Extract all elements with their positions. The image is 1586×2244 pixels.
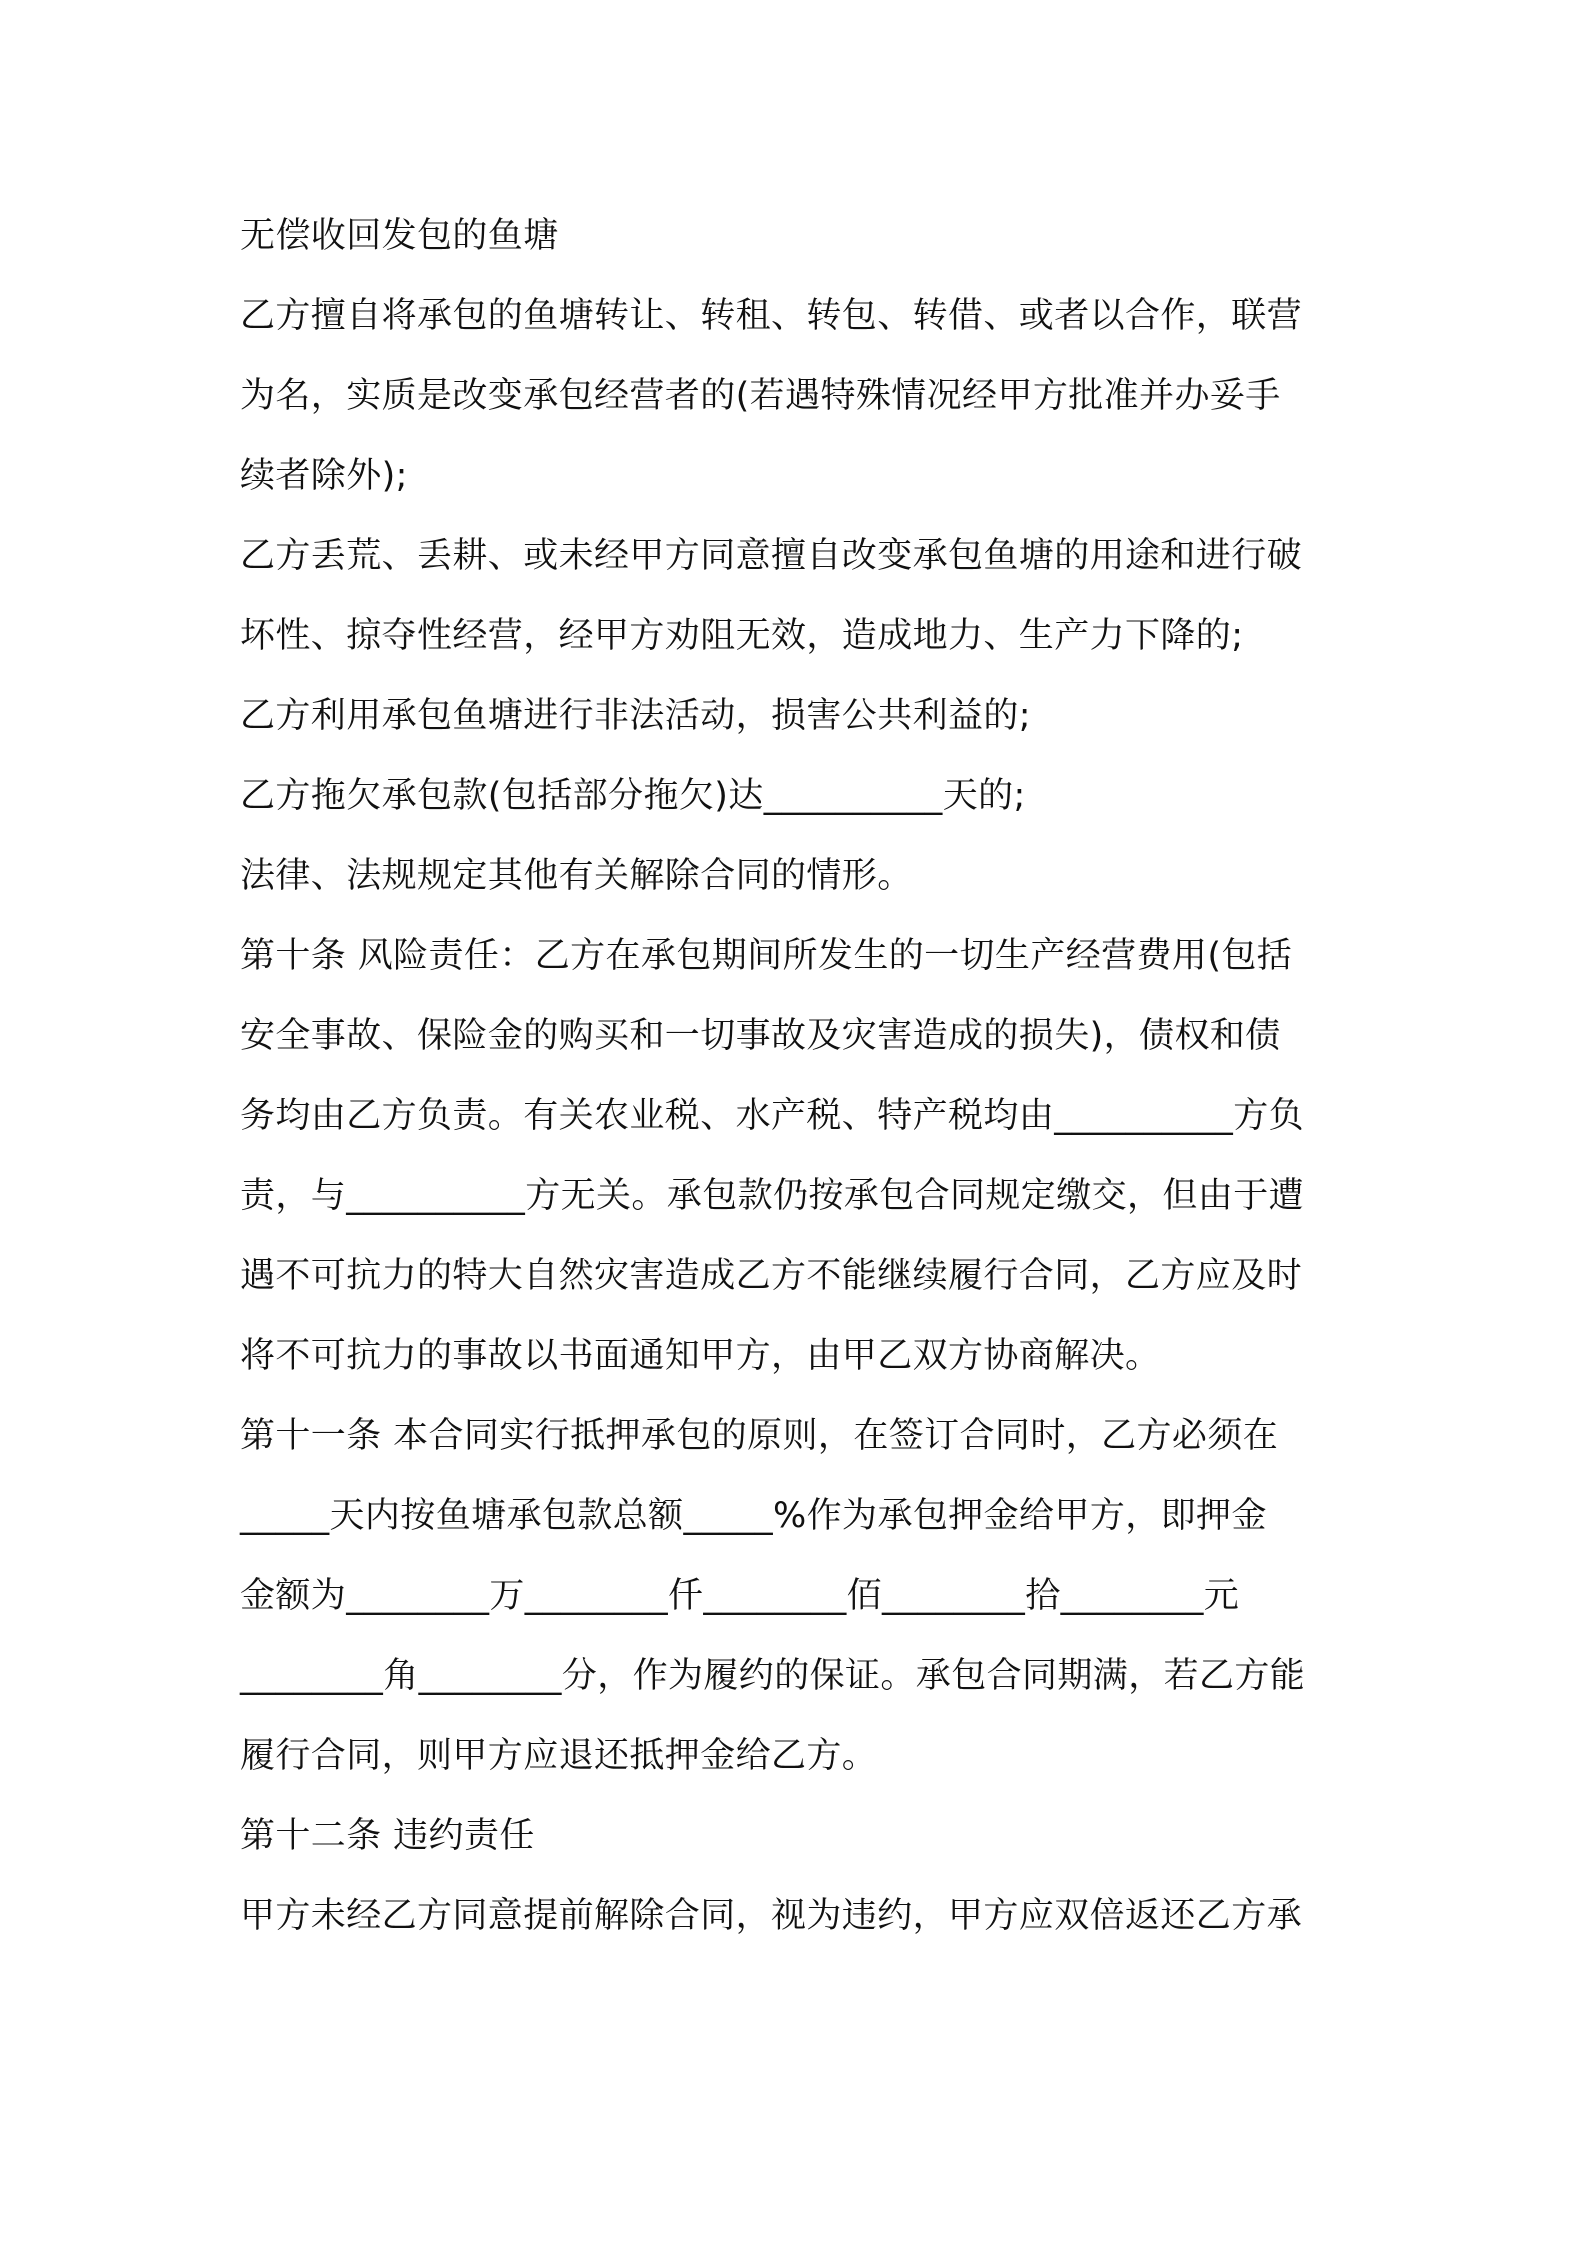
- article-11-deposit: [240, 1396, 1360, 1796]
- paragraph-reclaim-pond: [240, 196, 1360, 276]
- text-line: 无偿收回发包的鱼塘: [240, 216, 559, 256]
- paragraph-payment-arrears: [240, 756, 1360, 836]
- text-line: 甲方未经乙方同意提前解除合同，视为违约，甲方应双倍返还乙方承: [240, 1896, 1303, 1936]
- document-body: [240, 196, 1360, 1956]
- text-line: _____天内按鱼塘承包款总额_____%作为承包押金给甲方，即押金: [240, 1496, 1267, 1536]
- text-line: 乙方利用承包鱼塘进行非法活动，损害公共利益的;: [240, 696, 1031, 736]
- text-line: 将不可抗力的事故以书面通知甲方，由甲乙双方协商解决。: [240, 1336, 1161, 1376]
- text-line: 法律、法规规定其他有关解除合同的情形。: [240, 856, 913, 896]
- paragraph-party-a-breach: [240, 1876, 1360, 1956]
- paragraph-abandon-land: [240, 516, 1360, 676]
- text-line: 安全事故、保险金的购买和一切事故及灾害造成的损失)，债权和债: [240, 1016, 1281, 1056]
- text-line: 遇不可抗力的特大自然灾害造成乙方不能继续履行合同，乙方应及时: [240, 1256, 1303, 1296]
- article-10-risk-liability: [240, 916, 1360, 1396]
- text-line: 责，与__________方无关。承包款仍按承包合同规定缴交，但由于遭: [240, 1176, 1305, 1216]
- text-line: 务均由乙方负责。有关农业税、水产税、特产税均由__________方负: [240, 1096, 1305, 1136]
- paragraph-unauthorized-transfer: [240, 276, 1360, 516]
- text-line: 乙方丢荒、丢耕、或未经甲方同意擅自改变承包鱼塘的用途和进行破: [240, 536, 1303, 576]
- text-line: 第十一条 本合同实行抵押承包的原则，在签订合同时，乙方必须在: [240, 1416, 1279, 1456]
- text-line: 履行合同，则甲方应退还抵押金给乙方。: [240, 1736, 878, 1776]
- article-12-heading: [240, 1796, 1360, 1876]
- paragraph-legal-termination: [240, 836, 1360, 916]
- paragraph-illegal-activity: [240, 676, 1360, 756]
- text-line: 乙方拖欠承包款(包括部分拖欠)达__________天的;: [240, 776, 1026, 816]
- text-line: ________角________分，作为履约的保证。承包合同期满，若乙方能: [240, 1656, 1306, 1696]
- text-line: 为名，实质是改变承包经营者的(若遇特殊情况经甲方批准并办妥手: [240, 376, 1281, 416]
- text-line: 第十二条 违约责任: [240, 1816, 535, 1856]
- text-line: 第十条 风险责任：乙方在承包期间所发生的一切生产经营费用(包括: [240, 936, 1293, 976]
- text-line: 续者除外);: [240, 456, 408, 496]
- text-line: 坏性、掠夺性经营，经甲方劝阻无效，造成地力、生产力下降的;: [240, 616, 1244, 656]
- text-line: 乙方擅自将承包的鱼塘转让、转租、转包、转借、或者以合作，联营: [240, 296, 1303, 336]
- text-line: 金额为________万________仟________佰________拾________元: [240, 1576, 1240, 1616]
